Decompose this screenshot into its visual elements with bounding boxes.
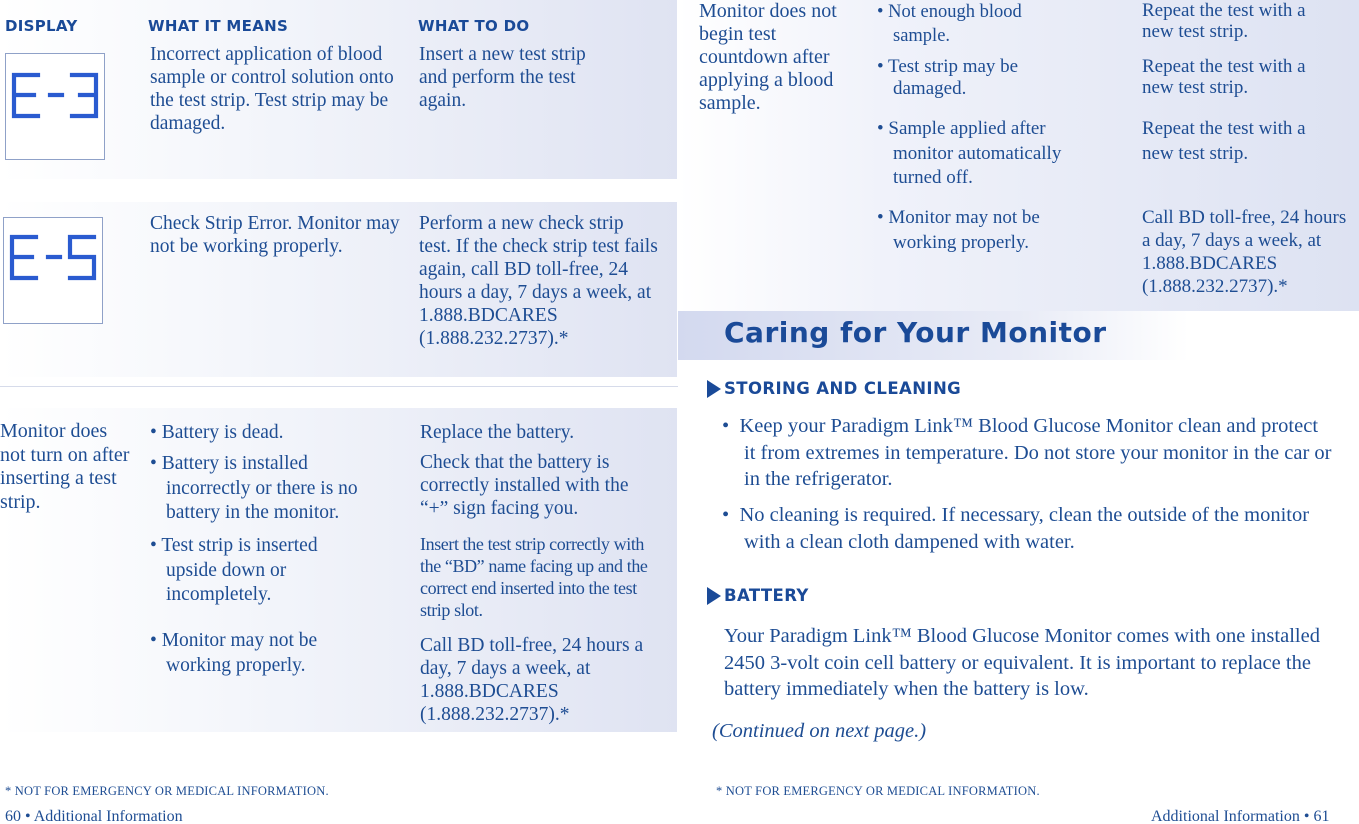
e3-lcd-glyph-icon [6,54,104,159]
battery-heading: BATTERY [724,586,809,605]
e3-meaning: Incorrect application of blood sample or control solution onto the test strip. Test strip may be damaged. [150,44,394,134]
caring-section-title: Caring for Your Monitor [724,316,1107,349]
continued-note: (Continued on next page.) [712,720,927,742]
battery-text: Your Paradigm Link™ Blood Glucose Monitor comes with one installed 2450 3-volt coin cell battery or equivalent. It is important to replace the battery immediately when the battery is low. [724,625,1320,700]
countdown-action-2: Repeat the test with a new test strip. [1142,56,1306,98]
turn-on-action-1: Replace the battery. [420,422,575,443]
left-page-number: 60 • Additional Information [5,808,183,824]
what-it-means-column-header: WHAT IT MEANS [148,17,289,35]
right-page-number: Additional Information • 61 [1151,808,1330,824]
storing-arrow-icon [707,380,721,398]
countdown-action-4: Call BD toll-free, 24 hours a day, 7 days a week, at 1.888.BDCARES (1.888.232.2737).* [1142,207,1347,297]
countdown-cause-3: • Sample applied after monitor automatically turned off. [877,118,1062,188]
countdown-action-3: Repeat the test with a new test strip. [1142,118,1306,164]
countdown-problem: Monitor does not begin test countdown after applying a blood sample. [699,0,837,114]
countdown-cause-4: • Monitor may not be working properly. [877,207,1040,253]
turn-on-cause-3: • Test strip is inserted upside down or incompletely. [150,535,318,605]
storing-bullet-1-text: Keep your Paradigm Link™ Blood Glucose Monitor clean and protect it from extremes in temperature. Do not store your monitor in the car or in the refrigerator. [739,415,1332,490]
e5-meaning: Check Strip Error. Monitor may not be working properly. [150,213,400,257]
turn-on-problem: Monitor does not turn on after inserting a test strip. [0,420,130,513]
e5-lcd-glyph-icon [4,218,102,323]
storing-bullet-1: • Keep your Paradigm Link™ Blood Glucose Monitor clean and protect it from extremes in temperature. Do not store your monitor in the car or in the refrigerator. [722,415,1332,490]
countdown-action-1: Repeat the test with a new test strip. [1142,0,1306,42]
row-divider [0,386,678,387]
turn-on-action-4: Call BD toll-free, 24 hours a day, 7 days a week, at 1.888.BDCARES (1.888.232.2737).* [420,635,644,725]
e5-lcd-display [3,217,103,324]
what-to-do-column-header: WHAT TO DO [418,17,530,35]
storing-heading: STORING AND CLEANING [724,379,962,398]
turn-on-cause-2: • Battery is installed incorrectly or there is no battery in the monitor. [150,453,358,523]
turn-on-action-3: Insert the test strip correctly with the “BD” name facing up and the correct end inserted into the test strip slot. [420,534,648,620]
countdown-cause-2: • Test strip may be damaged. [877,56,1019,99]
battery-arrow-icon [707,587,721,605]
turn-on-action-2: Check that the battery is correctly installed with the “+” sign facing you. [420,452,629,519]
turn-on-cause-1: • Battery is dead. [150,422,284,443]
turn-on-cause-4: • Monitor may not be working properly. [150,630,318,676]
e5-action: Perform a new check strip test. If the check strip test fails again, call BD toll-free, 24 hours a day, 7 days a week, at 1.888.BDCARES (1.888.232.2737).* [419,213,658,349]
display-column-header: DISPLAY [5,17,78,35]
countdown-cause-1: • Not enough blood sample. [877,2,1022,46]
left-footnote: * NOT FOR EMERGENCY OR MEDICAL INFORMATION. [5,784,329,798]
e3-action: Insert a new test strip and perform the test again. [419,44,586,111]
storing-bullet-2-text: No cleaning is required. If necessary, clean the outside of the monitor with a clean cloth dampened with water. [739,504,1310,553]
storing-bullet-2: • No cleaning is required. If necessary, clean the outside of the monitor with a clean cloth dampened with water. [722,504,1310,553]
right-footnote: * NOT FOR EMERGENCY OR MEDICAL INFORMATION. [716,784,1040,798]
e3-lcd-display [5,53,105,160]
